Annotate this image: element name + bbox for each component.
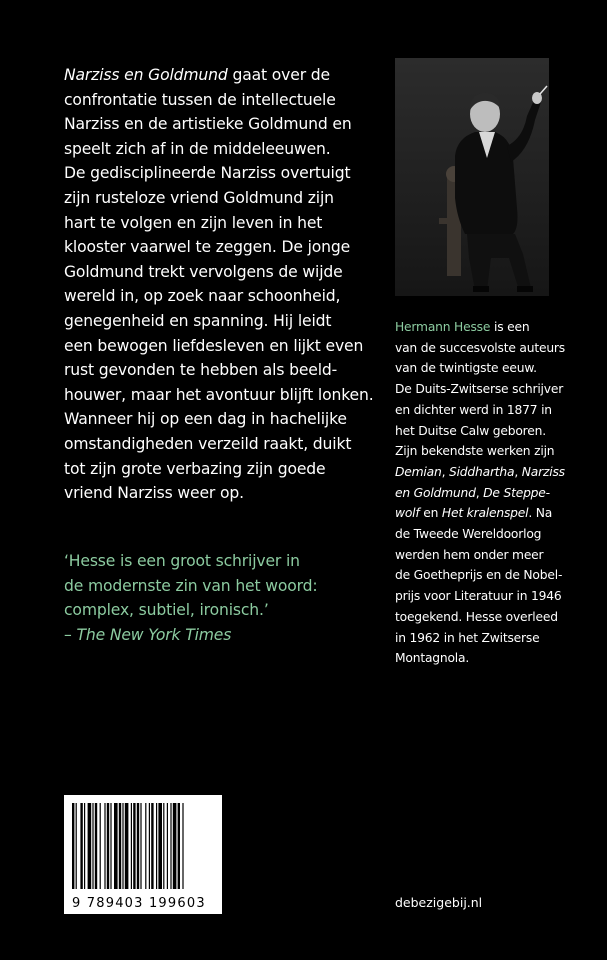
barcode-bar (88, 803, 92, 889)
isbn-barcode (64, 795, 222, 914)
author-name: Hermann Hesse (395, 320, 491, 334)
barcode-bar (163, 803, 164, 889)
barcode-bar (92, 803, 93, 889)
barcode-bars (64, 795, 222, 895)
blurb-line: omstandigheden verzeild raakt, duikt (64, 434, 352, 453)
quote-attribution: – The New York Times (64, 625, 232, 644)
barcode-bar (122, 803, 123, 889)
barcode-bar (119, 803, 121, 889)
barcode-bar (110, 803, 111, 889)
barcode-bar (95, 803, 97, 889)
barcode-bar (137, 803, 139, 889)
blurb-line: Narziss en de artistieke Goldmund en (64, 115, 352, 134)
barcode-bar (140, 803, 141, 889)
blurb-line: zijn rusteloze vriend Goldmund zijn (64, 188, 334, 207)
review-quote (64, 549, 364, 647)
bio-line: van de twintigste eeuw. (395, 361, 537, 376)
isbn-number: 9 789403 199603 (72, 896, 206, 911)
barcode-bar (80, 803, 82, 889)
blurb-line: speelt zich af in de middeleeuwen. (64, 139, 331, 158)
book-title: Narziss en Goldmund (64, 66, 228, 84)
blurb-line: wereld in, op zoek naar schoonheid, (64, 287, 341, 306)
author-bio (395, 317, 565, 669)
bio-line: toegekend. Hesse overleed (395, 609, 558, 624)
barcode-bar (125, 803, 129, 889)
bio-line: De Duits-Zwitserse schrijver (395, 382, 564, 397)
blurb-line: een bewogen liefdesleven en lijkt even (64, 336, 364, 355)
barcode-bar (173, 803, 177, 889)
barcode-bar (133, 803, 135, 889)
quote-line: complex, subtiel, ironisch.’ (64, 601, 269, 620)
author-photo (395, 58, 549, 296)
barcode-bar (72, 803, 74, 889)
barcode-bar (100, 803, 101, 889)
author-photo-image (395, 58, 549, 296)
bio-line: in 1962 in het Zwitserse (395, 630, 540, 645)
blurb-line: vriend Narziss weer op. (64, 484, 244, 503)
bio-line: Montagnola. (395, 651, 470, 666)
blurb-line: Wanneer hij op een dag in hachelijke (64, 410, 347, 429)
blurb-text (64, 63, 374, 506)
barcode-bar (158, 803, 162, 889)
blurb-line: Goldmund trekt vervolgens de wijde (64, 262, 343, 281)
blurb-line: rust gevonden te hebben als beeld- (64, 361, 338, 380)
barcode-bar (167, 803, 168, 889)
bio-line: en dichter werd in 1877 in (395, 402, 552, 417)
bio-line: en Goldmund, De Steppe- (395, 485, 550, 500)
quote-line: de modernste zin van het woord: (64, 576, 318, 595)
blurb-line: confrontatie tussen de intellectuele (64, 90, 336, 109)
barcode-bar (156, 803, 157, 889)
bio-line: Zijn bekendste werken zijn (395, 444, 555, 459)
bio-line: werden hem onder meer (395, 547, 544, 562)
barcode-bar (145, 803, 146, 889)
bio-line: Hermann Hesse is een (395, 320, 530, 334)
bio-line: de Tweede Wereldoorlog (395, 527, 542, 542)
quote-line: ‘Hesse is een groot schrijver in (64, 552, 300, 570)
barcode-bar (114, 803, 118, 889)
bio-line: het Duitse Calw geboren. (395, 423, 546, 438)
barcode-bar (178, 803, 180, 889)
blurb-line: hart te volgen en zijn leven in het (64, 213, 323, 232)
blurb-line: genegenheid en spanning. Hij leidt (64, 311, 332, 330)
blurb-line: De gedisciplineerde Narziss overtuigt (64, 164, 351, 183)
barcode-bar (149, 803, 150, 889)
blurb-line: tot zijn grote verbazing zijn goede (64, 459, 326, 478)
publisher-website: debezigebij.nl (395, 895, 483, 910)
blurb-line-1: Narziss en Goldmund gaat over de (64, 66, 330, 84)
blurb-line: houwer, maar het avontuur blijft lonken. (64, 385, 374, 404)
barcode-bar (170, 803, 171, 889)
bio-line: Demian, Siddhartha, Narziss (395, 464, 565, 479)
bio-line: prijs voor Literatuur in 1946 (395, 589, 562, 604)
barcode-bar (151, 803, 153, 889)
barcode-bar (131, 803, 132, 889)
bio-line: wolf en Het kralenspel. Na (395, 506, 553, 521)
blurb-line: klooster vaarwel te zeggen. De jonge (64, 238, 351, 257)
bio-line: de Goetheprijs en de Nobel- (395, 568, 563, 583)
barcode-bar (107, 803, 109, 889)
bio-line: van de succesvolste auteurs (395, 340, 565, 355)
barcode-bar (182, 803, 183, 889)
barcode-bar (104, 803, 105, 889)
barcode-bar (76, 803, 77, 889)
quote-source: The New York Times (76, 625, 232, 644)
barcode-bar (84, 803, 85, 889)
